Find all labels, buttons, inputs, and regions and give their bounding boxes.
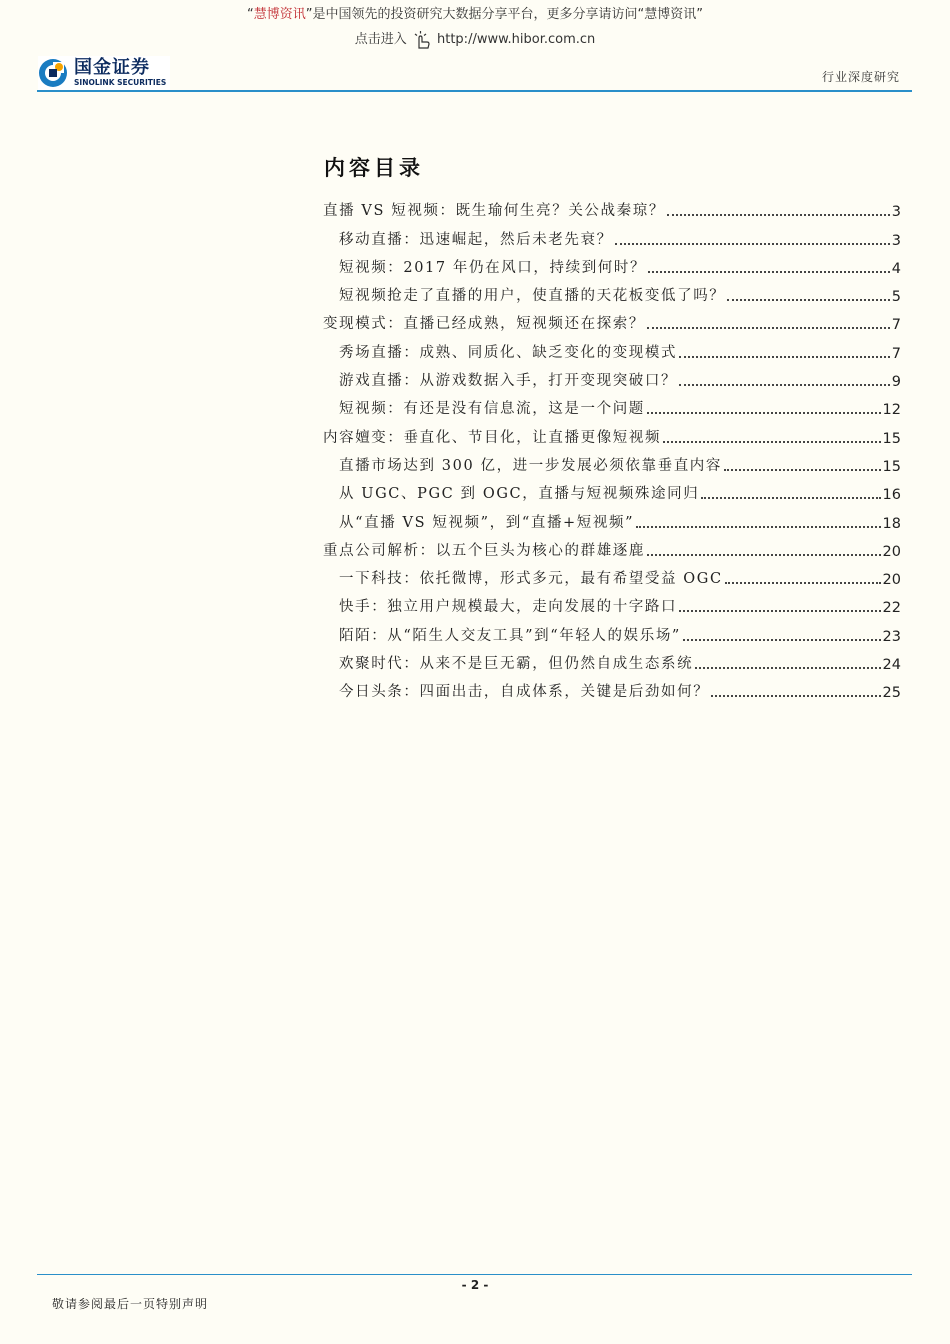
toc-entry-page[interactable]: 9 (891, 374, 901, 391)
toc-entry[interactable] (323, 418, 901, 446)
disclaimer-note: 敬请参阅最后一页特别声明 (52, 1297, 209, 1311)
toc-entry-title[interactable]: 从 UGC、PGC 到 OGC，直播与短视频殊途同归 (339, 486, 700, 503)
toc-leader-dots (701, 496, 880, 499)
sinolink-logo-icon (38, 58, 68, 88)
toc-entry-page[interactable]: 16 (882, 487, 901, 504)
toc-entry[interactable] (323, 475, 901, 503)
toc-entry-page[interactable]: 20 (882, 572, 901, 589)
toc-entry[interactable] (323, 192, 901, 220)
toc-leader-dots (711, 694, 880, 697)
toc-leader-dots (667, 213, 890, 216)
banner-text: ”是中国领先的投资研究大数据分享平台，更多分享请访问“ (305, 7, 645, 22)
toc-entry-title[interactable]: 直播市场达到 300 亿，进一步发展必须依靠垂直内容 (339, 457, 722, 474)
toc-entry[interactable] (323, 532, 901, 560)
toc-entry[interactable] (323, 588, 901, 616)
quote-mark: ” (696, 7, 703, 22)
toc-leader-dots (679, 383, 890, 386)
toc-entry-page[interactable]: 23 (882, 628, 901, 645)
toc-entry-page[interactable]: 7 (891, 345, 901, 362)
toc-entry[interactable] (323, 560, 901, 588)
report-type-label: 行业深度研究 (821, 70, 900, 84)
pointer-hand-icon (411, 30, 433, 50)
toc-entry-title[interactable]: 变现模式：直播已经成熟，短视频还在探索？ (323, 316, 645, 333)
header-divider (37, 90, 912, 92)
toc-entry[interactable] (323, 673, 901, 701)
quote-mark: “ (246, 7, 254, 22)
toc-leader-dots (679, 609, 880, 612)
company-logo (38, 56, 170, 90)
toc-title: 内容目录 (324, 155, 424, 180)
toc-entry-title[interactable]: 短视频抢走了直播的用户，使直播的天花板变低了吗？ (339, 288, 726, 305)
toc-entry[interactable] (323, 305, 901, 333)
toc-entry[interactable] (323, 249, 901, 277)
toc-entry[interactable] (323, 333, 901, 361)
toc-leader-dots (636, 525, 880, 528)
toc-leader-dots (695, 666, 880, 669)
toc-entry-page[interactable]: 5 (891, 289, 901, 306)
toc-entry-title[interactable]: 今日头条：四面出击，自成体系，关键是后劲如何？ (339, 684, 710, 701)
toc-leader-dots (679, 355, 890, 358)
toc-entry-title[interactable]: 欢聚时代：从来不是巨无霸，但仍然自成生态系统 (339, 656, 694, 673)
toc-entry-title[interactable]: 短视频：2017 年仍在风口，持续到何时？ (339, 259, 647, 276)
site-url-link[interactable]: http://www.hibor.com.cn (437, 32, 596, 47)
toc-leader-dots (724, 468, 881, 471)
toc-entry[interactable] (323, 277, 901, 305)
toc-entry-page[interactable]: 12 (882, 402, 901, 419)
toc-entry[interactable] (323, 645, 901, 673)
toc-entry-title[interactable]: 一下科技：依托微博，形式多元，最有希望受益 OGC (339, 571, 723, 588)
toc-entry-page[interactable]: 18 (882, 515, 901, 532)
toc-leader-dots (663, 440, 880, 443)
toc-entry-title[interactable]: 短视频：有还是没有信息流，这是一个问题 (339, 401, 645, 418)
toc-leader-dots (647, 326, 890, 329)
toc-entry-page[interactable]: 3 (891, 204, 901, 221)
toc-leader-dots (727, 298, 889, 301)
page-number: - 2 - (461, 1278, 489, 1292)
toc-entry-title[interactable]: 直播 VS 短视频：既生瑜何生亮？关公战秦琼？ (323, 203, 665, 220)
toc-entry-page[interactable]: 7 (891, 317, 901, 334)
footer-divider (37, 1274, 912, 1275)
toc-entry[interactable] (323, 503, 901, 531)
logo-english-name: SINOLINK SECURITIES (74, 78, 167, 88)
toc-leader-dots (683, 638, 881, 641)
toc-entry-page[interactable]: 15 (882, 430, 901, 447)
toc-leader-dots (648, 270, 890, 273)
toc-entry-title[interactable]: 内容嬗变：垂直化、节目化，让直播更像短视频 (323, 429, 662, 446)
toc-entry-title[interactable]: 游戏直播：从游戏数据入手，打开变现突破口？ (339, 373, 678, 390)
toc-entry[interactable] (323, 447, 901, 475)
toc-entry-title[interactable]: 快手：独立用户规模最大，走向发展的十字路口 (339, 599, 678, 616)
toc-entry-title[interactable]: 移动直播：迅速崛起，然后未老先衰？ (339, 231, 613, 248)
banner-link-line[interactable] (0, 28, 950, 50)
toc-entry-title[interactable]: 陌陌：从“陌生人交友工具”到“年轻人的娱乐场” (339, 627, 681, 644)
toc-leader-dots (615, 242, 890, 245)
toc-leader-dots (647, 553, 881, 556)
table-of-contents (323, 192, 901, 701)
top-banner (0, 6, 950, 24)
toc-entry-page[interactable]: 4 (891, 260, 901, 277)
toc-entry[interactable] (323, 390, 901, 418)
toc-leader-dots (647, 411, 881, 414)
toc-entry-title[interactable]: 秀场直播：成熟、同质化、缺乏变化的变现模式 (339, 344, 678, 361)
toc-entry-title[interactable]: 从“直播 VS 短视频”，到“直播+短视频” (339, 514, 635, 531)
toc-entry[interactable] (323, 362, 901, 390)
toc-leader-dots (725, 581, 881, 584)
toc-entry-page[interactable]: 22 (882, 600, 901, 617)
toc-entry-page[interactable]: 15 (882, 458, 901, 475)
toc-entry-page[interactable]: 20 (882, 543, 901, 560)
toc-entry-title[interactable]: 重点公司解析：以五个巨头为核心的群雄逐鹿 (323, 542, 645, 559)
toc-entry[interactable] (323, 616, 901, 644)
brand-text: 慧博资讯 (644, 7, 697, 22)
toc-entry-page[interactable]: 24 (882, 657, 901, 674)
click-enter-text[interactable]: 点击进入 (354, 32, 407, 47)
toc-entry[interactable] (323, 220, 901, 248)
logo-chinese-name: 国金证券 (74, 57, 150, 79)
toc-entry-page[interactable]: 25 (882, 685, 901, 702)
toc-entry-page[interactable]: 3 (891, 232, 901, 249)
brand-link[interactable]: 慧博资讯 (253, 7, 306, 22)
